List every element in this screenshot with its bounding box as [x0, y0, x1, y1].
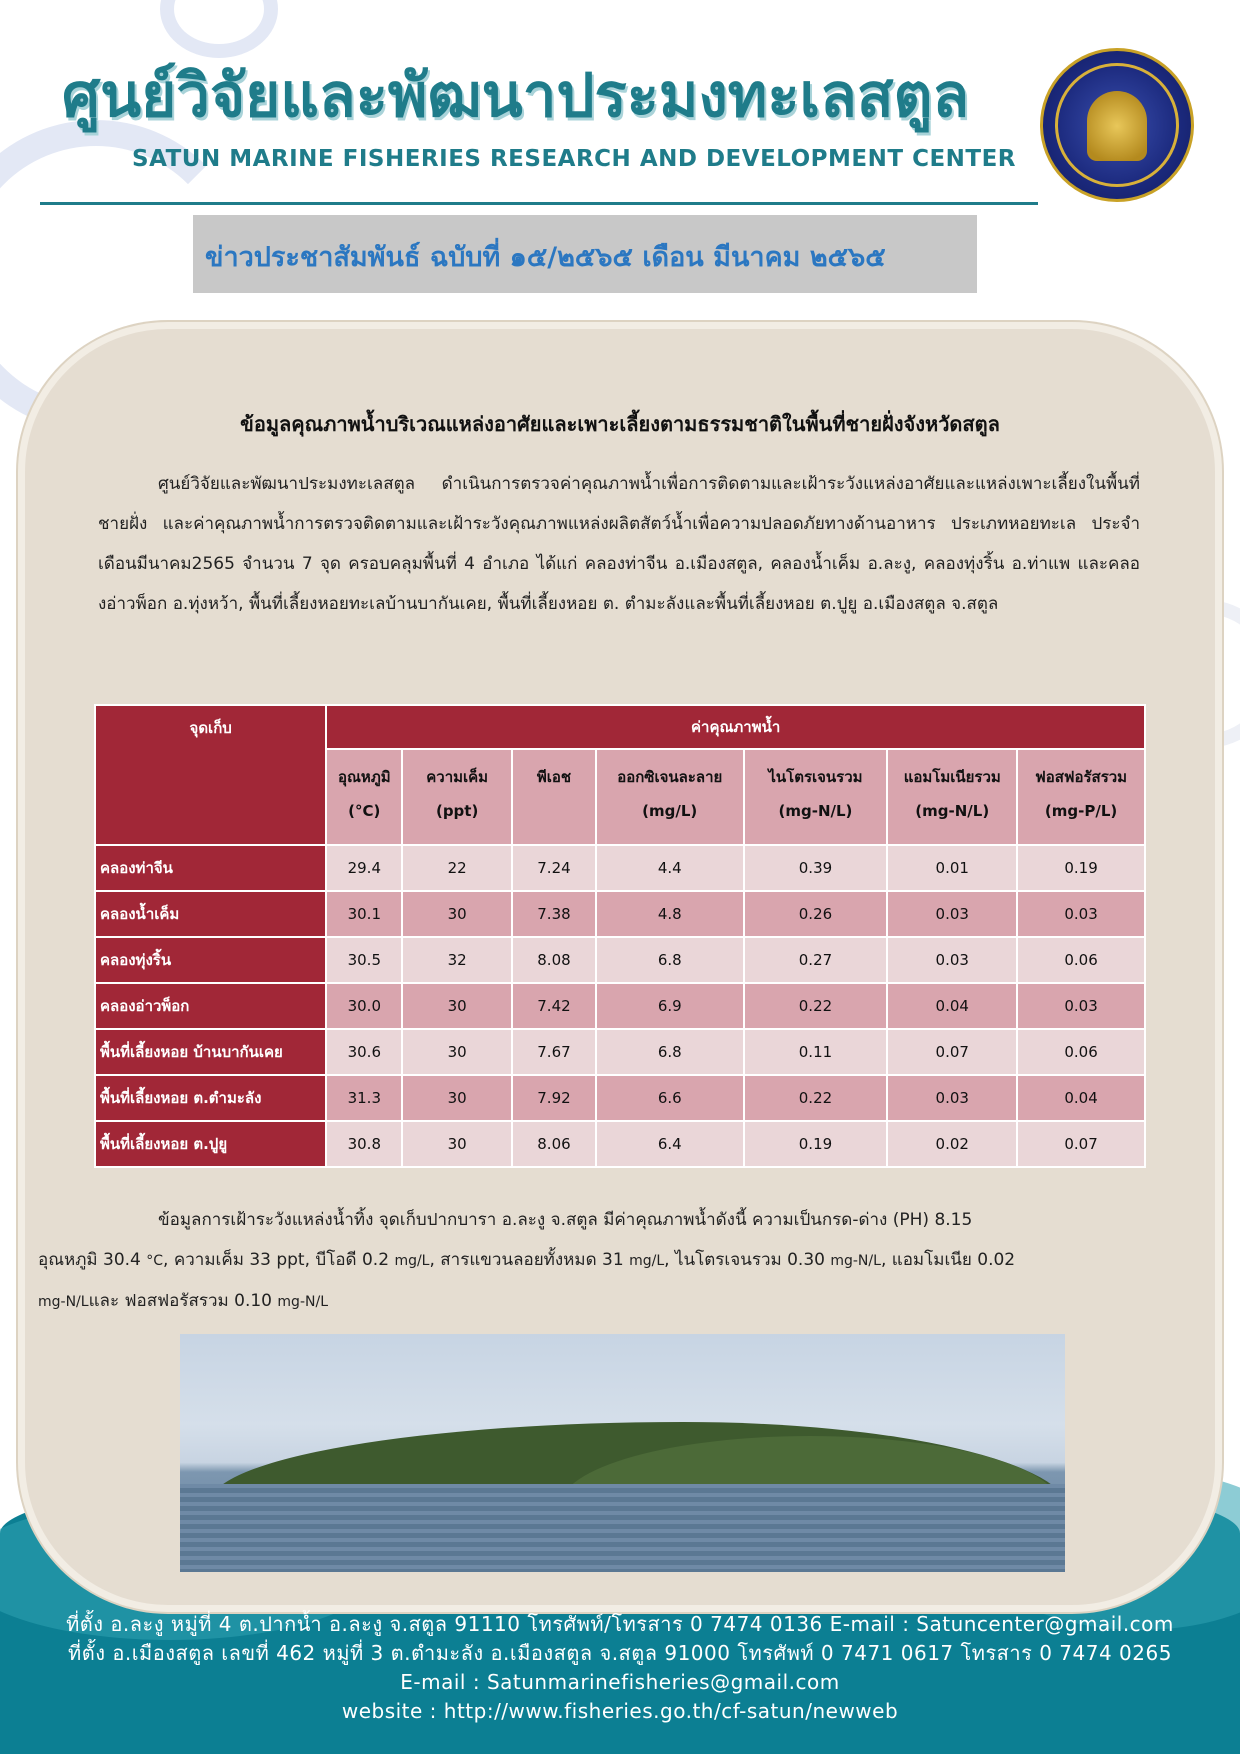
table-row — [95, 983, 1145, 1029]
value-cell: 0.06 — [1017, 937, 1145, 983]
value-cell: 30 — [402, 983, 512, 1029]
parameter-header — [512, 749, 596, 845]
unit-mg-n-l: mg-N/L — [277, 1294, 328, 1310]
effluent-tss: , สารแขวนลอยทั้งหมด 31 — [429, 1250, 624, 1270]
value-cell: 0.01 — [887, 845, 1017, 891]
email-line: E-mail : Satunmarinefisheries@gmail.com — [400, 1670, 840, 1694]
effluent-nitrogen: , ไนโตรเจนรวม 0.30 — [664, 1250, 825, 1270]
value-cell: 6.9 — [596, 983, 744, 1029]
effluent-salinity-bod: , ความเค็ม 33 ppt, บีโอดี 0.2 — [163, 1250, 390, 1270]
effluent-phosphorus: และ ฟอสฟอรัสรวม 0.10 — [88, 1291, 273, 1311]
value-cell: 30 — [402, 1121, 512, 1167]
value-cell: 6.4 — [596, 1121, 744, 1167]
value-cell: 4.4 — [596, 845, 744, 891]
value-cell: 7.92 — [512, 1075, 596, 1121]
effluent-temperature: อุณหภูมิ 30.4 — [38, 1250, 141, 1270]
center-name-english: SATUN MARINE FISHERIES RESEARCH AND DEVELOPMENT CENTER — [132, 146, 1017, 172]
site-name-cell: คลองน้ำเค็ม — [95, 891, 326, 937]
table-row — [95, 1075, 1145, 1121]
value-cell: 8.08 — [512, 937, 596, 983]
value-cell: 30.6 — [326, 1029, 402, 1075]
value-cell: 22 — [402, 845, 512, 891]
site-name-cell: คลองอ่าวพ็อก — [95, 983, 326, 1029]
parameter-name: ฟอสฟอรัสรวม — [1035, 768, 1128, 786]
table-row — [95, 1029, 1145, 1075]
value-cell: 30.0 — [326, 983, 402, 1029]
effluent-paragraph — [38, 1200, 1140, 1322]
intro-paragraph: ศูนย์วิจัยและพัฒนาประมงทะเลสตูล ดำเนินการตรวจค่าคุณภาพน้ำเพื่อการติดตามและเฝ้าระวังแหล่งอาศัยและแหล่งเพาะเลี้ยงในพื้นที่ชายฝั่ง และค่าคุณภาพน้ำการตรวจติดตามและเฝ้าระวังคุณภาพแหล่งผลิตสัตว์น้ำเพื่อความปลอดภัยทางด้านอาหาร ประเภทหอยทะเล ประจำเดือนมีนาคม2565 จำนวน 7 จุด ครอบคลุมพื้นที่ 4 อำเภอ ได้แก่ คลองท่าจีน อ.เมืองสตูล, คลองน้ำเค็ม อ.ละงู, คลองทุ่งริ้น อ.ท่าแพ และคลองอ่าวพ็อก อ.ทุ่งหว้า, พื้นที่เลี้ยงหอยทะเลบ้านบากันเคย, พื้นที่เลี้ยงหอย ต. ตำมะลังและพื้นที่เลี้ยงหอย ต.ปูยู อ.เมืองสตูล จ.สตูล — [98, 474, 1140, 614]
seal-emblem-icon — [1087, 91, 1147, 161]
parameter-unit: (°C) — [348, 802, 381, 820]
unit-mg-n-l: mg-N/L — [830, 1253, 881, 1269]
site-name-cell: คลองท่าจีน — [95, 845, 326, 891]
parameter-unit: (mg/L) — [642, 802, 698, 820]
effluent-ammonia: , แอมโมเนีย 0.02 — [880, 1250, 1016, 1270]
value-cell: 0.11 — [744, 1029, 888, 1075]
parameter-name: แอมโมเนียรวม — [903, 768, 1001, 786]
table-row — [95, 937, 1145, 983]
unit-mg-l: mg/L — [629, 1253, 665, 1269]
value-cell: 0.39 — [744, 845, 888, 891]
value-cell: 0.26 — [744, 891, 888, 937]
parameter-unit: (ppt) — [435, 802, 479, 820]
parameter-header — [596, 749, 744, 845]
parameter-header — [887, 749, 1017, 845]
parameter-unit: (mg-P/L) — [1044, 802, 1118, 820]
table-row — [95, 1121, 1145, 1167]
value-cell: 7.24 — [512, 845, 596, 891]
parameter-name: ความเค็ม — [426, 768, 489, 786]
parameter-header — [326, 749, 402, 845]
value-cell: 8.06 — [512, 1121, 596, 1167]
value-cell: 0.22 — [744, 1075, 888, 1121]
value-cell: 0.03 — [887, 937, 1017, 983]
address-line-lagu: ที่ตั้ง อ.ละงู หมู่ที่ 4 ต.ปากน้ำ อ.ละงู จ.สตูล 91110 โทรศัพท์/โทรสาร 0 7474 0136 E-mail : Satuncenter@gmail.com — [66, 1612, 1174, 1636]
parameter-unit: (mg-N/L) — [915, 802, 990, 820]
value-cell: 0.22 — [744, 983, 888, 1029]
value-cell: 6.6 — [596, 1075, 744, 1121]
center-name-thai: ศูนย์วิจัยและพัฒนาประมงทะเลสตูล — [62, 61, 970, 131]
value-cell: 0.03 — [1017, 983, 1145, 1029]
bulletin-banner — [193, 215, 977, 293]
value-cell: 0.03 — [887, 891, 1017, 937]
value-cell: 6.8 — [596, 1029, 744, 1075]
value-cell: 31.3 — [326, 1075, 402, 1121]
table-row — [95, 891, 1145, 937]
value-cell: 0.04 — [1017, 1075, 1145, 1121]
parameter-unit: (mg-N/L) — [778, 802, 853, 820]
value-cell: 0.03 — [887, 1075, 1017, 1121]
value-cell: 30.8 — [326, 1121, 402, 1167]
value-cell: 6.8 — [596, 937, 744, 983]
parameter-header — [744, 749, 888, 845]
value-cell: 0.06 — [1017, 1029, 1145, 1075]
value-cell: 0.07 — [887, 1029, 1017, 1075]
value-cell: 0.07 — [1017, 1121, 1145, 1167]
address-line-mueang: ที่ตั้ง อ.เมืองสตูล เลขที่ 462 หมู่ที่ 3 ต.ตำมะลัง อ.เมืองสตูล จ.สตูล 91000 โทรศัพท์ 0 7471 0617 โทรสาร 0 7474 0265 — [68, 1641, 1172, 1665]
parameter-header — [402, 749, 512, 845]
parameter-name: ไนโตรเจนรวม — [768, 768, 863, 786]
bulletin-title: ข่าวประชาสัมพันธ์ ฉบับที่ ๑๕/๒๕๖๕ เดือน มีนาคม ๒๕๖๕ — [205, 242, 886, 273]
value-cell: 0.02 — [887, 1121, 1017, 1167]
value-cell: 0.04 — [887, 983, 1017, 1029]
table-body — [95, 845, 1145, 1167]
department-seal-logo — [1040, 48, 1194, 202]
sea-water — [180, 1484, 1065, 1572]
parameter-name: อุณหภูมิ — [338, 768, 391, 786]
contact-footer — [0, 1610, 1240, 1726]
value-cell: 0.03 — [1017, 891, 1145, 937]
unit-mg-n-l: mg-N/L — [38, 1294, 89, 1310]
unit-mg-l: mg/L — [394, 1253, 430, 1269]
website-line: website : http://www.fisheries.go.th/cf-satun/newweb — [341, 1699, 899, 1723]
site-name-cell: พื้นที่เลี้ยงหอย ต.ตำมะลัง — [95, 1075, 326, 1121]
value-cell: 7.67 — [512, 1029, 596, 1075]
value-cell: 30.1 — [326, 891, 402, 937]
value-cell: 30 — [402, 1029, 512, 1075]
value-cell: 0.27 — [744, 937, 888, 983]
value-cell: 29.4 — [326, 845, 402, 891]
value-cell: 0.19 — [1017, 845, 1145, 891]
header-divider — [40, 202, 1038, 205]
value-cell: 32 — [402, 937, 512, 983]
section-heading: ข้อมูลคุณภาพน้ำบริเวณแหล่งอาศัยและเพาะเลี้ยงตามธรรมชาติในพื้นที่ชายฝั่งจังหวัดสตูล — [240, 412, 1000, 436]
water-quality-table — [94, 704, 1146, 1168]
unit-celsius: °C — [146, 1253, 164, 1269]
water-quality-group-header: ค่าคุณภาพน้ำ — [326, 705, 1145, 749]
parameter-header — [1017, 749, 1145, 845]
island-sea-photo — [180, 1334, 1065, 1572]
site-name-cell: พื้นที่เลี้ยงหอย ต.ปูยู — [95, 1121, 326, 1167]
parameter-name: ออกซิเจนละลาย — [617, 768, 723, 786]
site-name-cell: พื้นที่เลี้ยงหอย บ้านบากันเคย — [95, 1029, 326, 1075]
value-cell: 4.8 — [596, 891, 744, 937]
table-row — [95, 845, 1145, 891]
value-cell: 0.19 — [744, 1121, 888, 1167]
value-cell: 30.5 — [326, 937, 402, 983]
parameter-name: พีเอช — [536, 768, 572, 786]
value-cell: 7.38 — [512, 891, 596, 937]
value-cell: 30 — [402, 1075, 512, 1121]
value-cell: 7.42 — [512, 983, 596, 1029]
effluent-line-1: ข้อมูลการเฝ้าระวังแหล่งน้ำทิ้ง จุดเก็บปากบารา อ.ละงู จ.สตูล มีค่าคุณภาพน้ำดังนี้ ความเป็นกรด-ด่าง (PH) 8.15 — [158, 1210, 973, 1230]
site-column-header: จุดเก็บ — [95, 705, 326, 845]
site-name-cell: คลองทุ่งริ้น — [95, 937, 326, 983]
value-cell: 30 — [402, 891, 512, 937]
